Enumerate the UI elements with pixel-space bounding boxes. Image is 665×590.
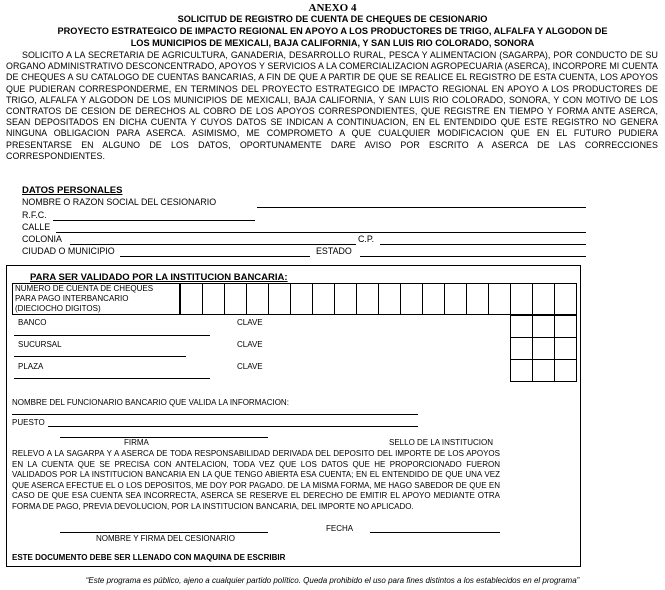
state-label: ESTADO [316,246,352,256]
account-label-line-3: (DIECIOCHO DIGITOS) [15,304,101,313]
account-digit-cell[interactable] [400,283,422,315]
account-digit-cell[interactable] [334,283,356,315]
state-field[interactable] [360,256,586,257]
account-label-line-2: PARA PAGO INTERBANCARIO [15,294,129,303]
account-digit-cell[interactable] [312,283,334,315]
bank-validation-heading: PARA SER VALIDADO POR LA INSTITUCION BANCARIA: [30,272,288,283]
clave-cell[interactable] [554,359,576,381]
account-digit-cell[interactable] [246,283,268,315]
clave-cell[interactable] [532,315,554,337]
banco-label: BANCO [18,318,47,327]
rfc-field[interactable] [53,220,255,221]
account-digit-cell[interactable] [378,283,400,315]
plaza-field[interactable] [14,378,210,379]
fecha-label: FECHA [326,524,354,533]
form-subtitle-line-1: PROYECTO ESTRATEGICO DE IMPACTO REGIONAL EN APOYO A LOS PRODUCTORES DE TRIGO, ALFALFA Y ALGODON DE [57,26,608,36]
account-digit-cell[interactable] [268,283,290,315]
rfc-label: R.F.C. [22,210,47,220]
street-label: CALLE [22,222,51,232]
annex-title: ANEXO 4 [308,2,357,14]
city-label: CIUDAD O MUNICIPIO [22,246,115,256]
intro-paragraph: SOLICITO A LA SECRETARIA DE AGRICULTURA, GANADERIA, DESARROLLO RURAL, PESCA Y ALIMENTACION (SAGARPA), POR CONDUCTO DE SU ORGANO ADMINISTRATIVO DESCONCENTRADO, APOYOS Y SERVICIOS A LA COMERCIALIZACION AGROPECUARIA (ASERCA), INCORPORE MI CUENTA DE CHEQUES A SU CATALOGO DE CUENTAS BANCARIAS, A FIN DE QUE A PARTIR DE QUE SE REALICE EL REGISTRO DE ESTA CUENTA, LOS APOYOS QUE PUDIERAN CORRESPONDERME, EN TERMINOS DEL PROYECTO ESTRATEGICO DE IMPACTO REGIONAL EN APOYO A LOS PRODUCTORES DE TRIGO, ALFALFA Y ALGODON DE LOS MUNICIPIOS DE MEXICALI, BAJA CALIFORNIA, Y SAN LUIS RIO COLORADO, SONORA, Y CON MOTIVO DE LOS CONTRATOS DE CESION DE DERECHOS AL COBRO DE LOS APOYOS CORRESPONDIENTES, QUE REGISTRE EN TIEMPO Y FORMA ANTE ASERCA, SEAN DEPOSITADOS EN DICHA CUENTA Y CUYOS DATOS SE INDICAN A CONTINUACION, EN EL ENTENDIDO QUE ESTE REGISTRO NO GENERA NINGUNA OBLIGACION PARA ASERCA. ASIMISMO, ME COMPROMETO A QUE CUALQUIER MODIFICACION QUE EN EL FUTURO PUDIERA PRESENTARSE EN ALGUNO DE LOS DATOS, OPORTUNAMENTE DARE AVISO POR ESCRITO A ASERCA DE LAS CORRECCIONES CORRESPONDIENTES. [6,50,658,161]
clave-cell[interactable] [532,359,554,381]
account-digit-cell[interactable] [290,283,312,315]
account-digit-cell[interactable] [356,283,378,315]
name-field[interactable] [257,207,586,208]
sucursal-field[interactable] [14,356,186,357]
signature-label: NOMBRE Y FIRMA DEL CESIONARIO [96,534,235,543]
cp-label: C.P. [358,234,375,244]
official-label: NOMBRE DEL FUNCIONARIO BANCARIO QUE VALIDA LA INFORMACION: [12,398,289,407]
official-field[interactable] [12,414,418,415]
banco-field[interactable] [14,335,210,336]
account-digit-cell[interactable] [466,283,488,315]
city-field[interactable] [120,256,310,257]
account-digit-cell[interactable] [224,283,246,315]
plaza-label: PLAZA [18,362,44,371]
footer-disclaimer: “Este programa es público, ajeno a cualquier partido político. Queda prohibido el uso para fines distintos a los establecidos en el programa” [85,576,580,585]
sucursal-label: SUCURSAL [18,340,62,349]
clave-cell[interactable] [510,337,532,359]
fecha-field[interactable] [370,532,500,533]
account-digit-cell[interactable] [180,283,202,315]
seal-label: SELLO DE LA INSTITUCION [389,438,494,447]
firma-field[interactable] [60,437,268,438]
account-digit-cell[interactable] [532,283,554,315]
form-subtitle-line-2: LOS MUNICIPIOS DE MEXICALI, BAJA CALIFORNIA, Y SAN LUIS RIO COLORADO, SONORA [130,38,535,48]
puesto-label: PUESTO [12,418,45,427]
puesto-field[interactable] [48,426,418,427]
typewriter-note: ESTE DOCUMENTO DEBE SER LLENADO CON MAQUINA DE ESCRIBIR [12,553,286,562]
sucursal-clave-label: CLAVE [237,340,263,349]
plaza-clave-label: CLAVE [237,362,263,371]
colonia-field[interactable] [70,244,356,245]
clave-cell[interactable] [532,337,554,359]
account-digit-cell[interactable] [422,283,444,315]
banco-clave-label: CLAVE [237,318,263,327]
account-digit-cell[interactable] [488,283,510,315]
release-paragraph: RELEVO A LA SAGARPA Y A ASERCA DE TODA RESPONSABILIDAD DERIVADA DEL DEPOSITO DEL IMPORTE DE LOS APOYOS EN LA CUENTA QUE SE PRECISA CON ANTELACION, TODA VEZ QUE LOS DATOS QUE HE PROPORCIONADO FUERON VALIDADOS POR LA INSTITUCION BANCARIA EN LA QUE TENGO ABIERTA ESA CUENTA; EN EL ENTENDIDO DE QUE UNA VEZ QUE ASERCA EFECTUE EL O LOS DEPOSITOS, ME DOY POR PAGADO. DE LA MISMA FORMA, ME HAGO SABEDOR DE QUE EN CASO DE QUE ESA CUENTA SEA INCORRECTA, ASERCA SE RESERVE EL DERECHO DE EMITIR EL APOYO MEDIANTE OTRA FORMA DE PAGO, PREVIA DEVOLUCION, POR LA INSTITUCION BANCARIA, DEL IMPORTE NO APLICADO. [12,449,500,511]
clave-cell[interactable] [510,315,532,337]
account-digit-cell[interactable] [554,283,576,315]
firma-label: FIRMA [124,438,149,447]
name-label: NOMBRE O RAZON SOCIAL DEL CESIONARIO [22,197,217,207]
account-digit-cell[interactable] [202,283,224,315]
account-digit-cell[interactable] [444,283,466,315]
form-title: SOLICITUD DE REGISTRO DE CUENTA DE CHEQUES DE CESIONARIO [177,14,488,24]
street-field[interactable] [56,232,586,233]
clave-cell[interactable] [554,337,576,359]
signature-field[interactable] [60,532,268,533]
account-label-line-1: NUMERO DE CUENTA DE CHEQUES [15,284,154,293]
colonia-label: COLONIA [22,234,62,244]
account-digit-cell[interactable] [510,283,532,315]
clave-cell[interactable] [554,315,576,337]
cp-field[interactable] [380,244,586,245]
clave-cell[interactable] [510,359,532,381]
personal-data-heading: DATOS PERSONALES [22,185,123,196]
